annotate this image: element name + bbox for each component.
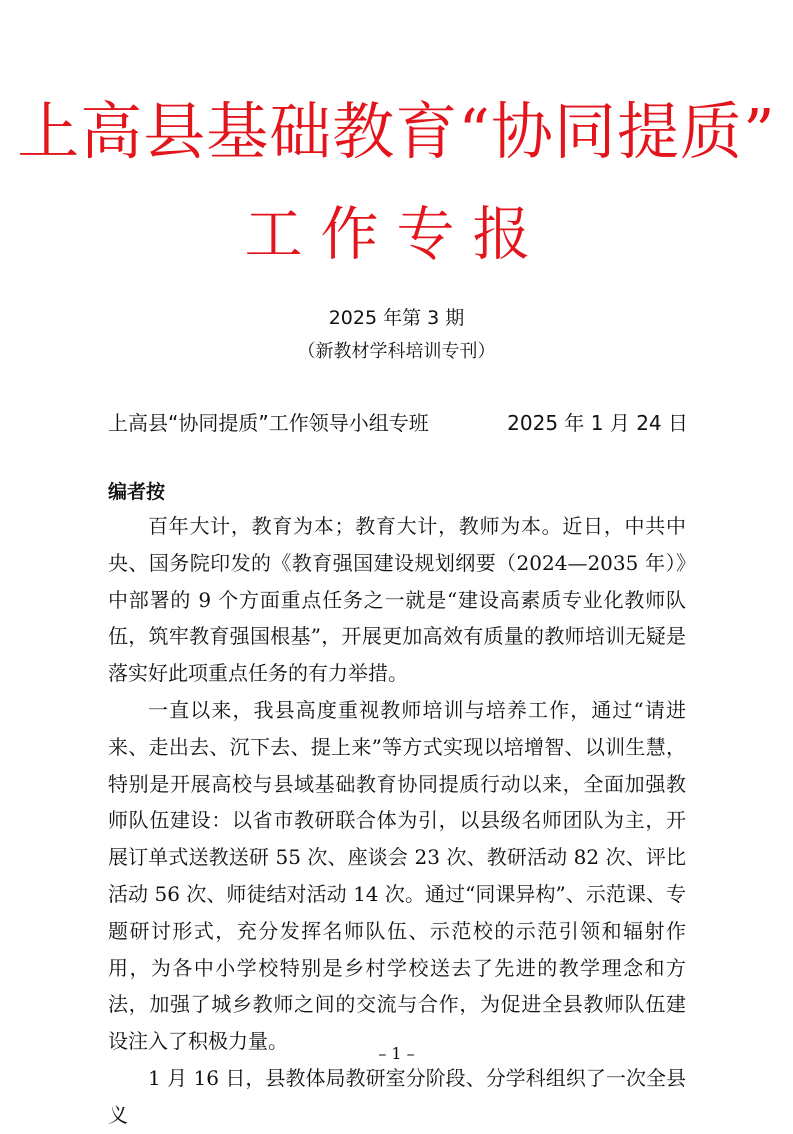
special-issue-subtitle: （新教材学科培训专刊） [297,341,496,362]
issue-number: 2025 年第 3 期 [328,307,465,329]
report-title-line1: 上高县基础教育“协同提质” [17,95,776,168]
issuing-organization: 上高县“协同提质”工作领导小组专班 [108,411,429,435]
body-paragraph: 1 月 16 日，县教体局教研室分阶段、分学科组织了一次全县义 [108,1065,686,1127]
body-paragraph: 一直以来，我县高度重视教师培训与培养工作，通过“请进来、走出去、沉下去、提上来”等方式实现以培增智、以训生慧，特别是开展高校与县域基础教育协同提质行动以来，全面加强教师队伍建设：以省市教研联合体为引，以县级名师团队为主，开展订单式送教送研 55 次、座谈会 23 次、教研活动 82 次、评比活动 56 次、师徒结对活动 14 次。通过“同课异构”、示范课、专题研讨形式，充分发挥名师队伍、示范校的示范引领和辐射作用，为各中小学校特别是乡村学校送去了先进的教学理念和方法，加强了城乡教师之间的交流与合作，为促进全县教师队伍建设注入了积极力量。 [108,697,686,1054]
editor-note-body [108,508,686,1134]
issue-date: 2025 年 1 月 24 日 [507,411,688,435]
body-paragraph: 百年大计，教育为本；教育大计，教师为本。近日，中共中央、国务院印发的《教育强国建设规划纲要（2024—2035 年）》中部署的 9 个方面重点任务之一就是“建设高素质专业化教师队伍，筑牢教育强国根基”，开展更加高效有质量的教师培训无疑是落实好此项重点任务的有力举措。 [108,514,686,686]
page-number: – 1 – [378,1044,415,1063]
editor-note-label: 编者按 [108,481,166,503]
report-title-line2: 工作专报 [244,200,549,268]
